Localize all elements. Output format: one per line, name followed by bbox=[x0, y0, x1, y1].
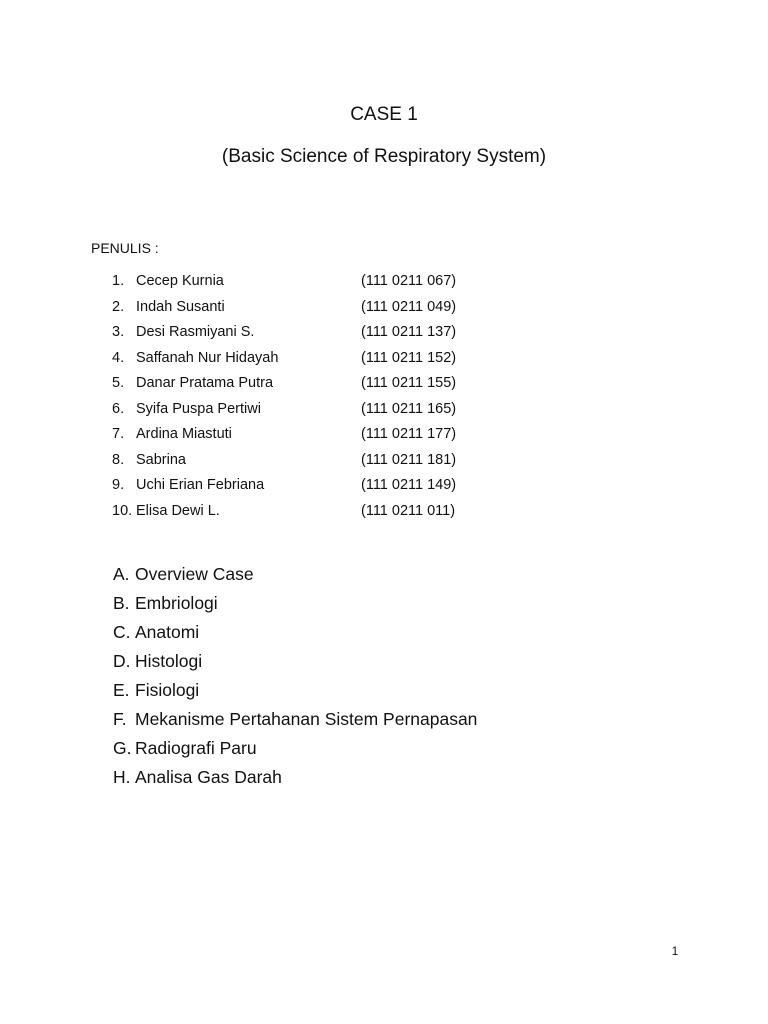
topic-letter: H. bbox=[113, 767, 131, 787]
author-number: 3. bbox=[112, 324, 125, 340]
author-number: 6. bbox=[112, 400, 125, 417]
author-id: (111 0211 155) bbox=[361, 375, 457, 391]
topic-letter: F. bbox=[113, 709, 127, 729]
topic-text: Overview Case bbox=[135, 564, 254, 584]
authors-list bbox=[112, 269, 512, 524]
author-row bbox=[112, 320, 512, 346]
author-row bbox=[112, 371, 512, 397]
topic-letter: G. bbox=[113, 738, 132, 758]
author-id: (111 0211 152) bbox=[361, 349, 457, 366]
author-number: 9. bbox=[112, 477, 125, 493]
author-row bbox=[112, 346, 512, 372]
author-number: 2. bbox=[112, 298, 125, 315]
topic-text: Analisa Gas Darah bbox=[135, 767, 282, 787]
author-row bbox=[112, 295, 512, 321]
author-name: Indah Susanti bbox=[136, 298, 225, 315]
authors-label: PENULIS : bbox=[91, 240, 159, 256]
author-id: (111 0211 011) bbox=[361, 502, 456, 519]
author-row bbox=[112, 448, 512, 474]
page-number: 1 bbox=[671, 944, 679, 958]
author-name: Syifa Puspa Pertiwi bbox=[136, 400, 261, 417]
topic-text: Radiografi Paru bbox=[135, 738, 257, 758]
author-number: 7. bbox=[112, 426, 125, 442]
topic-letter: B. bbox=[113, 593, 130, 613]
author-number: 1. bbox=[112, 273, 125, 289]
document-subtitle: (Basic Science of Respiratory System) bbox=[221, 146, 547, 167]
author-name: Saffanah Nur Hidayah bbox=[136, 349, 279, 366]
author-id: (111 0211 177) bbox=[361, 426, 457, 442]
author-id: (111 0211 049) bbox=[361, 298, 457, 315]
author-id: (111 0211 067) bbox=[361, 273, 457, 289]
topic-text: Embriologi bbox=[135, 593, 218, 613]
author-number: 5. bbox=[112, 375, 125, 391]
author-name: Desi Rasmiyani S. bbox=[136, 324, 255, 340]
author-row bbox=[112, 473, 512, 499]
author-row bbox=[112, 269, 512, 295]
author-name: Uchi Erian Febriana bbox=[136, 477, 265, 493]
author-name: Cecep Kurnia bbox=[136, 273, 224, 289]
author-id: (111 0211 165) bbox=[361, 400, 457, 417]
topic-text: Histologi bbox=[135, 651, 203, 671]
document-title: CASE 1 bbox=[350, 104, 418, 125]
author-name: Danar Pratama Putra bbox=[136, 375, 274, 391]
topic-letter: C. bbox=[113, 622, 131, 642]
topic-letter: D. bbox=[113, 651, 131, 671]
author-row bbox=[112, 499, 512, 525]
author-number: 4. bbox=[112, 349, 125, 366]
topic-text: Fisiologi bbox=[135, 680, 200, 700]
author-number: 10. bbox=[112, 502, 133, 519]
topic-text: Anatomi bbox=[135, 622, 200, 642]
author-name: Elisa Dewi L. bbox=[136, 502, 220, 519]
author-id: (111 0211 149) bbox=[361, 477, 457, 493]
author-name: Sabrina bbox=[136, 451, 186, 468]
topic-letter: A. bbox=[113, 564, 130, 584]
author-name: Ardina Miastuti bbox=[136, 426, 232, 442]
author-number: 8. bbox=[112, 451, 125, 468]
author-id: (111 0211 181) bbox=[361, 451, 457, 468]
author-row bbox=[112, 397, 512, 423]
author-row bbox=[112, 422, 512, 448]
topic-text: Mekanisme Pertahanan Sistem Pernapasan bbox=[135, 709, 478, 729]
author-id: (111 0211 137) bbox=[361, 324, 457, 340]
topic-letter: E. bbox=[113, 680, 130, 700]
